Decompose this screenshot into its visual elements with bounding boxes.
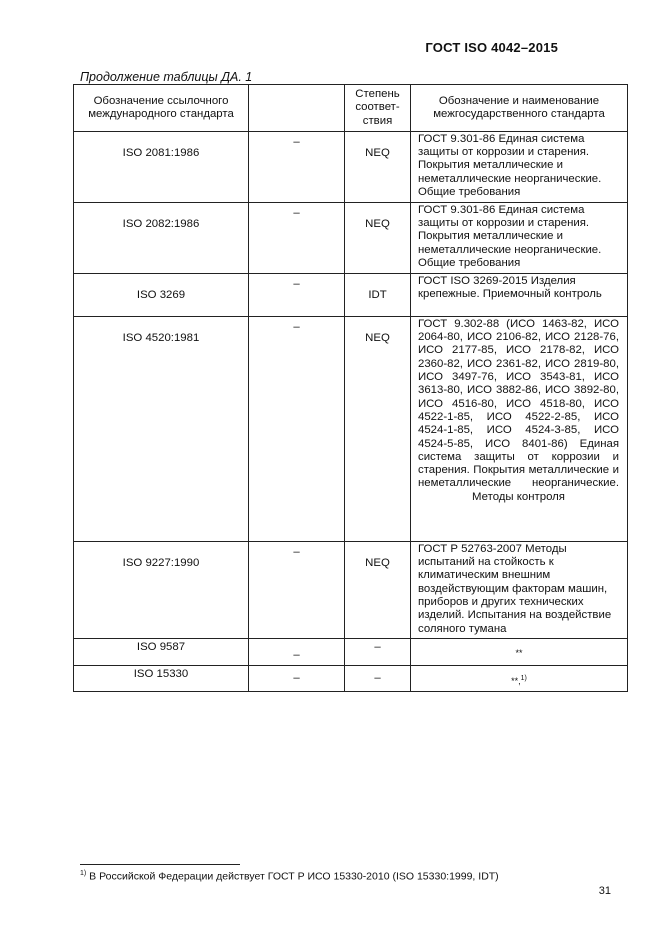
table-header-row: [74, 85, 628, 132]
footnote-divider: [80, 864, 240, 865]
degree-cell: NEQ: [345, 131, 411, 202]
header-intl-standard: Обозначение ссылочного международного стандарта: [74, 85, 249, 132]
table-row: [74, 541, 628, 638]
header-degree: Степень соответ-ствия: [345, 85, 411, 132]
degree-cell: NEQ: [345, 202, 411, 273]
table-row: [74, 638, 628, 665]
degree-cell: NEQ: [345, 316, 411, 541]
intl-code-cell: ISO 9587: [74, 638, 249, 665]
table-caption: Продолжение таблицы ДА. 1: [80, 70, 253, 84]
page-number: 31: [598, 885, 611, 897]
national-standard-cell: ГОСТ ISO 3269-2015 Изделия крепежные. Приемочный контроль: [411, 273, 628, 316]
mark-cell: –: [249, 316, 345, 541]
national-standard-cell: ГОСТ 9.301-86 Единая система защиты от коррозии и старения. Покрытия металлические и неметаллические неорганические. Общие требования: [411, 202, 628, 273]
header-national-standard: Обозначение и наименование межгосударственного стандарта: [411, 85, 628, 132]
national-standard-cell: ГОСТ Р 52763-2007 Методы испытаний на стойкость к климатическим внешним воздействующим факторам машин, приборов и других технических изделий. Испытания на воздействие соляного тумана: [411, 541, 628, 638]
intl-code-cell: ISO 9227:1990: [74, 541, 249, 638]
intl-code-cell: ISO 3269: [74, 273, 249, 316]
intl-code-cell: ISO 2082:1986: [74, 202, 249, 273]
footnote: [80, 870, 499, 883]
standards-table: [73, 84, 628, 692]
national-standard-cell: ГОСТ 9.302-88 (ИСО 1463-82, ИСО 2064-80, ИСО 2106-82, ИСО 2128-76, ИСО 2177-85, ИСО 2178-82, ИСО 2360-82, ИСО 2361-82, ИСО 2819-80, ИСО 3497-76, ИСО 3543-81, ИСО 3613-80, ИСО 3882-86, ИСО 3892-80, ИСО 4516-80, ИСО 4518-80, ИСО 4522-1-85, ИСО 4522-2-85, ИСО 4524-1-85, ИСО 4524-3-85, ИСО 4524-5-85, ИСО 8401-86) Единая система защиты от коррозии и старения. Покрытия металлические и неметаллические неорганические. Методы контроля: [411, 316, 628, 541]
mark-cell: –: [249, 202, 345, 273]
table-row: [74, 273, 628, 316]
degree-cell: NEQ: [345, 541, 411, 638]
table-row: [74, 131, 628, 202]
mark-cell: –: [249, 541, 345, 638]
intl-code-cell: ISO 2081:1986: [74, 131, 249, 202]
footnote-text: В Российской Федерации действует ГОСТ Р ИСО 15330-2010 (ISO 15330:1999, IDT): [89, 870, 499, 883]
header-empty: [249, 85, 345, 132]
standards-table-container: [73, 84, 627, 692]
degree-cell: –: [345, 665, 411, 691]
national-standard-cell: **: [411, 638, 628, 665]
no-standard-mark: **: [511, 675, 519, 686]
mark-cell: –: [249, 131, 345, 202]
mark-cell: –: [249, 638, 345, 665]
table-row: [74, 202, 628, 273]
degree-cell: –: [345, 638, 411, 665]
national-standard-cell: **,$^{1)}$: [411, 665, 628, 691]
national-standard-cell: ГОСТ 9.301-86 Единая система защиты от коррозии и старения. Покрытия металлические и неметаллические неорганические. Общие требования: [411, 131, 628, 202]
footnote-marker: 1): [80, 870, 87, 877]
table-row: [74, 665, 628, 691]
degree-cell: IDT: [345, 273, 411, 316]
footnote-ref: 1): [520, 674, 527, 682]
mark-cell: –: [249, 273, 345, 316]
mark-cell: –: [249, 665, 345, 691]
table-row: [74, 316, 628, 541]
intl-code-cell: ISO 4520:1981: [74, 316, 249, 541]
document-id: ГОСТ ISO 4042–2015: [425, 40, 558, 55]
intl-code-cell: ISO 15330: [74, 665, 249, 691]
